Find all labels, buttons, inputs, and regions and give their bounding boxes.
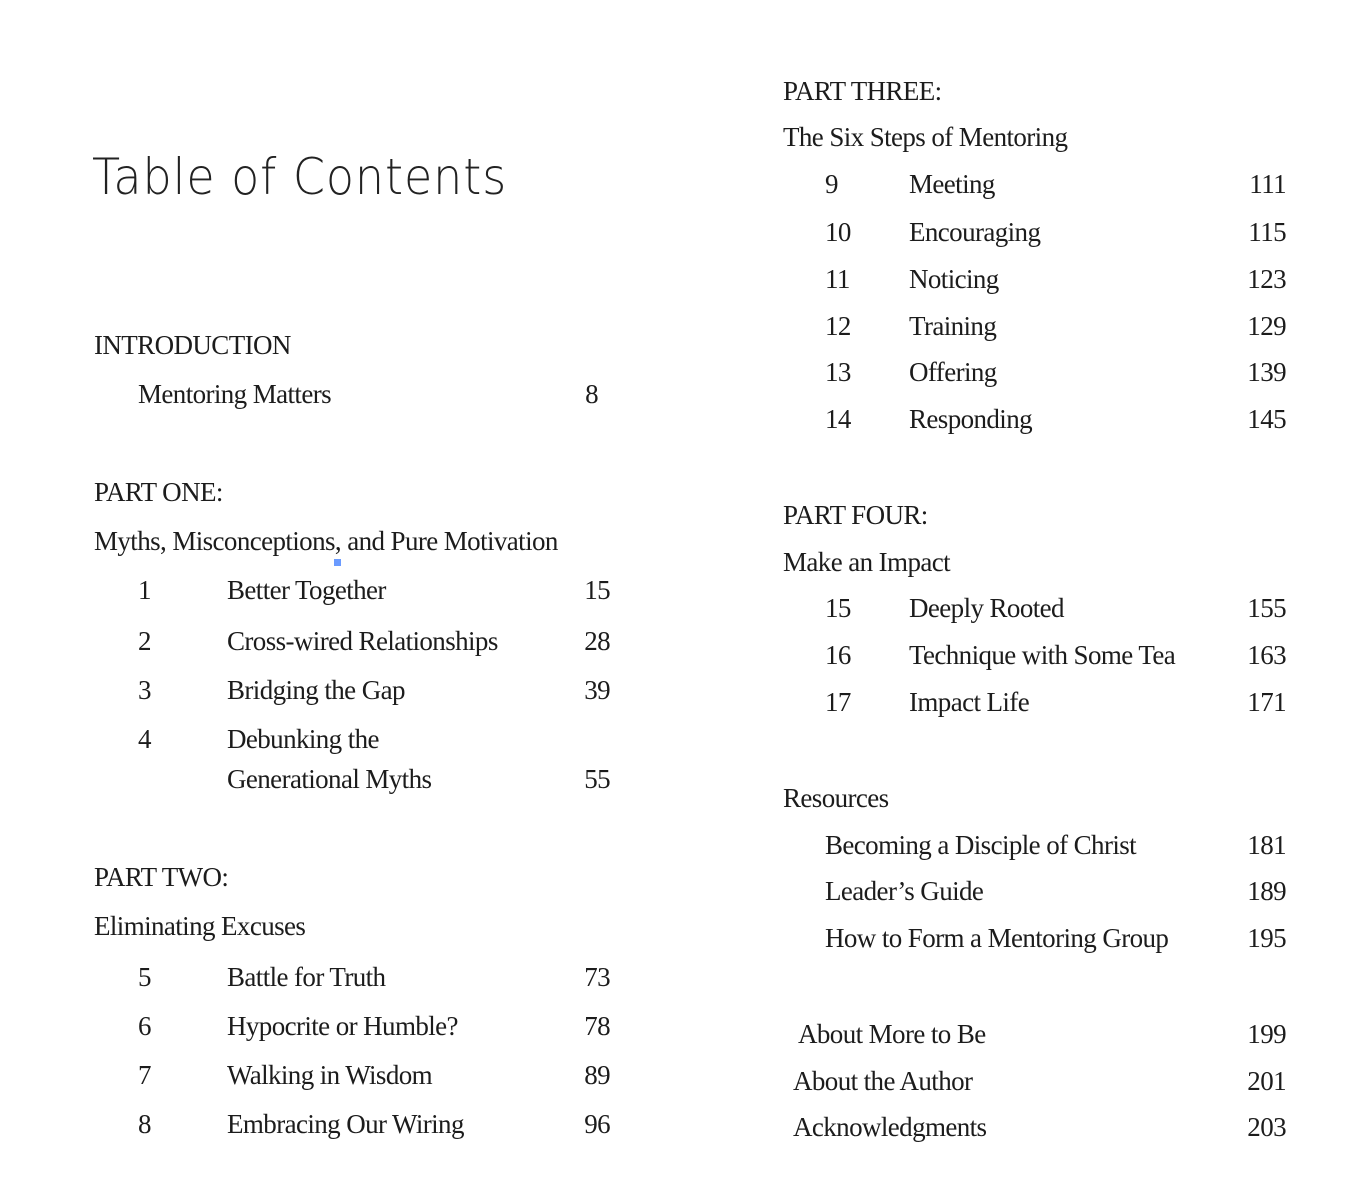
chapter-page: 163 bbox=[1247, 640, 1286, 670]
back-matter-page: 199 bbox=[1247, 1019, 1286, 1049]
chapter-title[interactable]: Technique with Some Tea bbox=[909, 640, 1176, 670]
chapter-title[interactable]: Bridging the Gap bbox=[227, 675, 405, 705]
chapter-page: 39 bbox=[584, 675, 610, 705]
chapter-page: 73 bbox=[584, 962, 610, 992]
chapter-number: 3 bbox=[138, 675, 151, 705]
back-matter-page: 203 bbox=[1247, 1112, 1286, 1142]
part-two-heading: PART TWO: bbox=[94, 862, 229, 892]
chapter-title[interactable]: Impact Life bbox=[909, 687, 1030, 717]
chapter-title[interactable]: Encouraging bbox=[909, 217, 1041, 247]
resource-page: 189 bbox=[1247, 876, 1286, 906]
chapter-page: 89 bbox=[584, 1060, 610, 1090]
chapter-number: 11 bbox=[825, 264, 850, 294]
chapter-number: 2 bbox=[138, 626, 151, 656]
chapter-page: 111 bbox=[1249, 169, 1286, 199]
chapter-page: 115 bbox=[1248, 217, 1286, 247]
part-one-heading: PART ONE: bbox=[94, 477, 223, 507]
chapter-number: 16 bbox=[825, 640, 851, 670]
toc-entry-title[interactable]: Mentoring Matters bbox=[138, 379, 332, 409]
resource-page: 181 bbox=[1247, 830, 1286, 860]
chapter-page: 96 bbox=[584, 1109, 610, 1139]
chapter-page: 171 bbox=[1247, 687, 1286, 717]
chapter-page: 123 bbox=[1247, 264, 1286, 294]
chapter-page: 15 bbox=[584, 575, 610, 605]
resource-title[interactable]: Becoming a Disciple of Christ bbox=[825, 830, 1137, 860]
part-two-subtitle: Eliminating Excuses bbox=[94, 911, 306, 941]
chapter-page: 28 bbox=[584, 626, 610, 656]
page-title: Table of Contents bbox=[92, 148, 508, 206]
chapter-title[interactable]: Offering bbox=[909, 357, 997, 387]
chapter-page: 155 bbox=[1247, 593, 1286, 623]
chapter-number: 5 bbox=[138, 962, 151, 992]
chapter-number: 10 bbox=[825, 217, 851, 247]
chapter-number: 7 bbox=[138, 1060, 151, 1090]
chapter-number: 17 bbox=[825, 687, 851, 717]
chapter-page: 139 bbox=[1247, 357, 1286, 387]
resources-heading: Resources bbox=[783, 783, 889, 813]
chapter-title[interactable]: Responding bbox=[909, 404, 1033, 434]
chapter-number: 9 bbox=[825, 169, 838, 199]
text-cursor-marker bbox=[334, 559, 341, 566]
chapter-number: 13 bbox=[825, 357, 851, 387]
chapter-title[interactable]: Noticing bbox=[909, 264, 999, 294]
chapter-title[interactable]: Meeting bbox=[909, 169, 995, 199]
resource-page: 195 bbox=[1247, 923, 1286, 953]
resource-title[interactable]: How to Form a Mentoring Group bbox=[825, 923, 1169, 953]
chapter-title[interactable]: Walking in Wisdom bbox=[227, 1060, 433, 1090]
chapter-title[interactable]: Embracing Our Wiring bbox=[227, 1109, 464, 1139]
back-matter-title[interactable]: About More to Be bbox=[798, 1019, 986, 1049]
chapter-page: 145 bbox=[1247, 404, 1286, 434]
chapter-number: 15 bbox=[825, 593, 851, 623]
chapter-title[interactable]: Hypocrite or Humble? bbox=[227, 1011, 458, 1041]
chapter-title[interactable]: Deeply Rooted bbox=[909, 593, 1064, 623]
chapter-title[interactable]: Cross-wired Relationships bbox=[227, 626, 498, 656]
toc-entry-page: 8 bbox=[585, 379, 598, 409]
chapter-number: 6 bbox=[138, 1011, 151, 1041]
part-one-subtitle: Myths, Misconceptions, and Pure Motivation bbox=[94, 526, 558, 556]
chapter-page: 129 bbox=[1247, 311, 1286, 341]
introduction-heading: INTRODUCTION bbox=[94, 330, 291, 360]
chapter-number: 1 bbox=[138, 575, 151, 605]
resource-title[interactable]: Leader’s Guide bbox=[825, 876, 984, 906]
chapter-title-line1[interactable]: Debunking the bbox=[227, 724, 379, 754]
back-matter-title[interactable]: About the Author bbox=[793, 1066, 973, 1096]
chapter-title[interactable]: Training bbox=[909, 311, 997, 341]
back-matter-title[interactable]: Acknowledgments bbox=[793, 1112, 987, 1142]
part-three-subtitle: The Six Steps of Mentoring bbox=[783, 122, 1068, 152]
back-matter-page: 201 bbox=[1247, 1066, 1286, 1096]
chapter-number: 8 bbox=[138, 1109, 151, 1139]
chapter-title[interactable]: Battle for Truth bbox=[227, 962, 386, 992]
chapter-number: 4 bbox=[138, 724, 151, 754]
chapter-page: 55 bbox=[584, 764, 610, 794]
chapter-number: 14 bbox=[825, 404, 851, 434]
part-three-heading: PART THREE: bbox=[783, 76, 942, 106]
chapter-title[interactable]: Better Together bbox=[227, 575, 386, 605]
chapter-title-line2[interactable]: Generational Myths bbox=[227, 764, 432, 794]
part-four-subtitle: Make an Impact bbox=[783, 547, 951, 577]
part-four-heading: PART FOUR: bbox=[783, 500, 928, 530]
chapter-page: 78 bbox=[584, 1011, 610, 1041]
chapter-number: 12 bbox=[825, 311, 851, 341]
